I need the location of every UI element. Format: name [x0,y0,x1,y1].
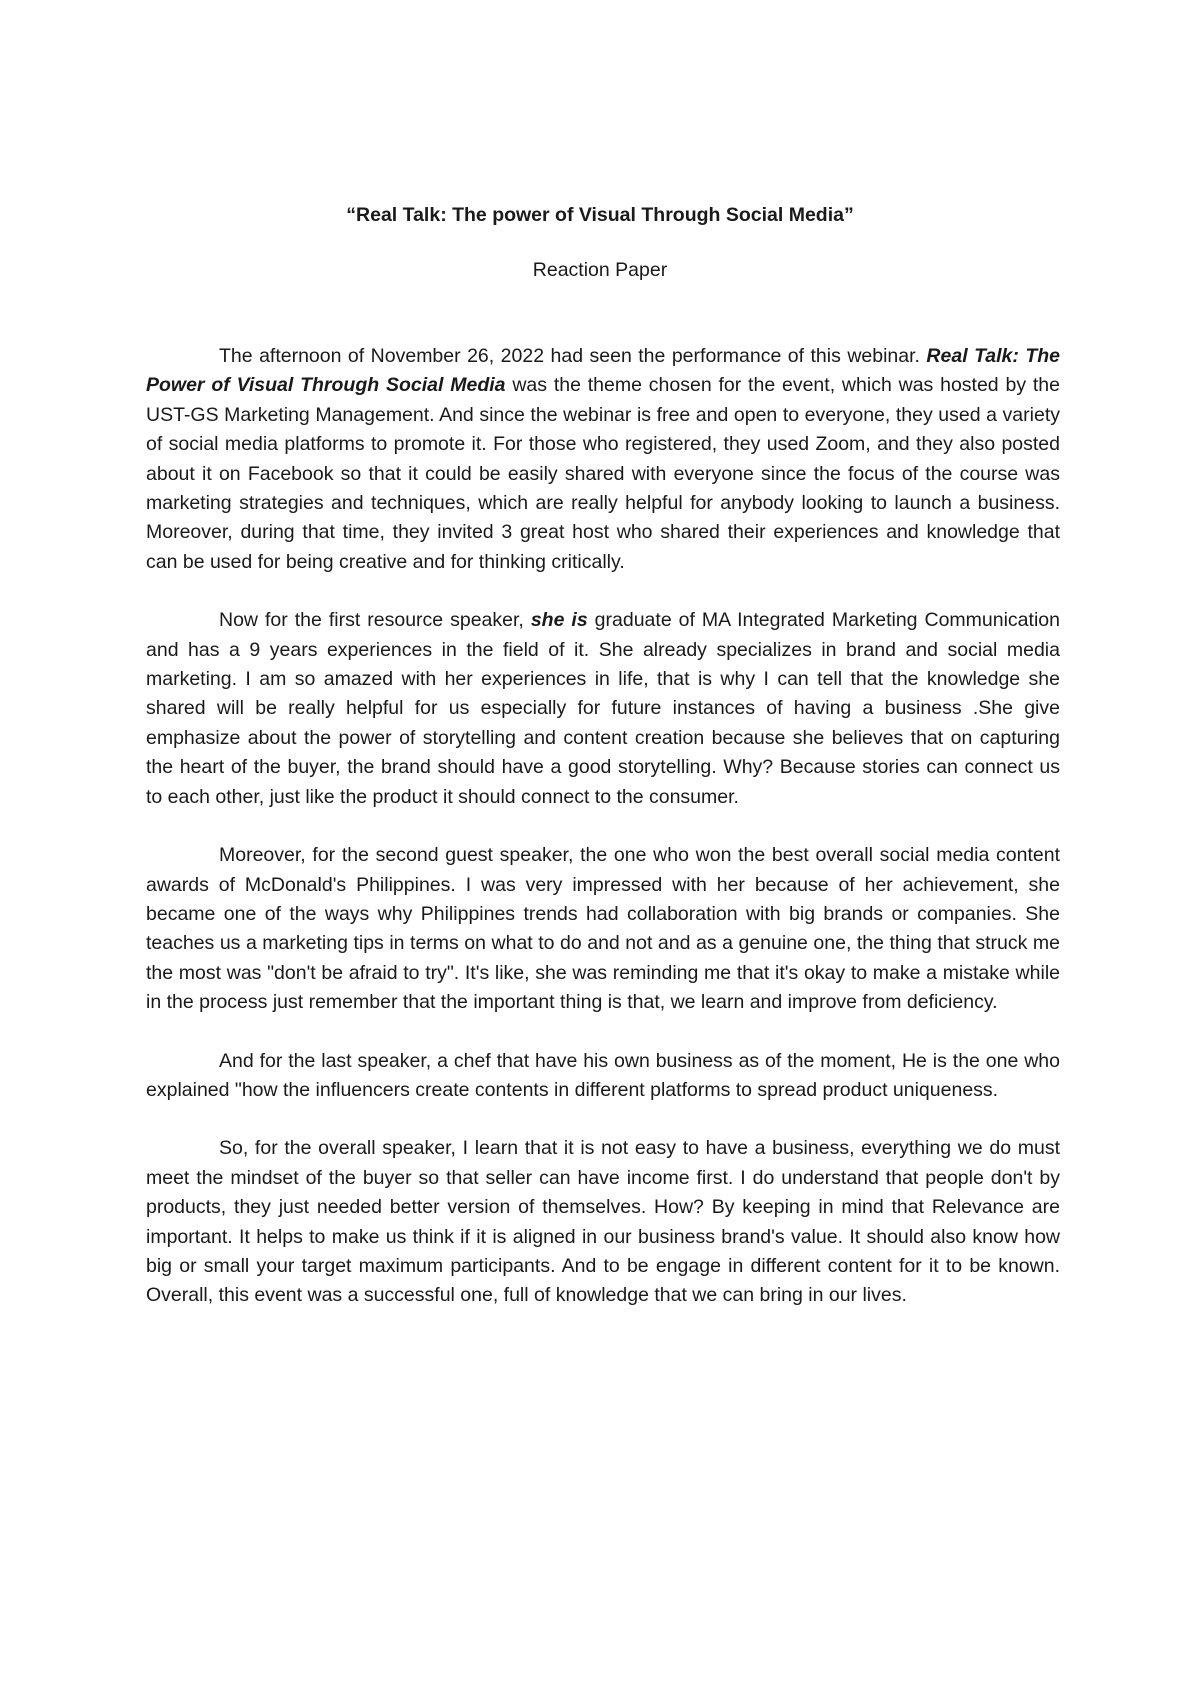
paragraph-1 [146,342,1060,577]
paragraph-2-rest: graduate of MA Integrated Marketing Communication and has a 9 years experiences in the field of it. She already specializes in brand and social media marketing. I am so amazed with her experiences in life, that is why I can tell that the knowledge she shared will be really helpful for us especially for future instances of having a business .She give emphasize about the power of storytelling and content creation because she believes that on capturing the heart of the buyer, the brand should have a good storytelling. Why? Because stories can connect us to each other, just like the product it should connect to the consumer. [146,609,1060,808]
paragraph-1-intro: The afternoon of November 26, 2022 had seen the performance of this webinar. [219,345,927,367]
document-title: “Real Talk: The power of Visual Through Social Media” [346,204,854,226]
document-body [146,342,1060,1340]
paragraph-5: So, for the overall speaker, I learn that it is not easy to have a business, everything we do must meet the mindset of the buyer so that seller can have income first. I do understand that people don't by products, they just needed better version of themselves. How? By keeping in mind that Relevance are important. It helps to make us think if it is aligned in our business brand's value. It should also know how big or small your target maximum participants. And to be engage in different content for it to be known. Overall, this event was a successful one, full of knowledge that we can bring in our lives. [146,1137,1060,1307]
paragraph-4: And for the last speaker, a chef that have his own business as of the moment, He is the one who explained "how the influencers create contents in different platforms to spread product uniqueness. [146,1049,1060,1101]
paragraph-3: Moreover, for the second guest speaker, the one who won the best overall social media content awards of McDonald's Philippines. I was very impressed with her because of her achievement, she became one of the ways why Philippines trends had collaboration with big brands or companies. She teaches us a marketing tips in terms on what to do and not and as a genuine one, the thing that struck me the most was "don't be afraid to try". It's like, she was reminding me that it's okay to make a mistake while in the process just remember that the important thing is that, we learn and improve from deficiency. [146,844,1060,1014]
webinar-title-emphasis: Real Talk: The Power of Visual Through Social Media [146,345,1061,397]
paragraph-2-intro: Now for the first resource speaker, [219,609,531,632]
document-subtitle: Reaction Paper [532,259,668,281]
speaker-emphasis: she is [530,609,588,632]
paragraph-2 [146,606,1060,812]
paragraph-1-rest: was the theme chosen for the event, which was hosted by the UST-GS Marketing Management. And since the webinar is free and open to everyone, they used a variety of social media platforms to promote it. For those who registered, they used Zoom, and they also posted about it on Facebook so that it could be easily shared with everyone since the focus of the course was marketing strategies and techniques, which are really helpful for anybody looking to launch a business. Moreover, during that time, they invited 3 great host who shared their experiences and knowledge that can be used for being creative and for thinking critically. [146,374,1060,573]
